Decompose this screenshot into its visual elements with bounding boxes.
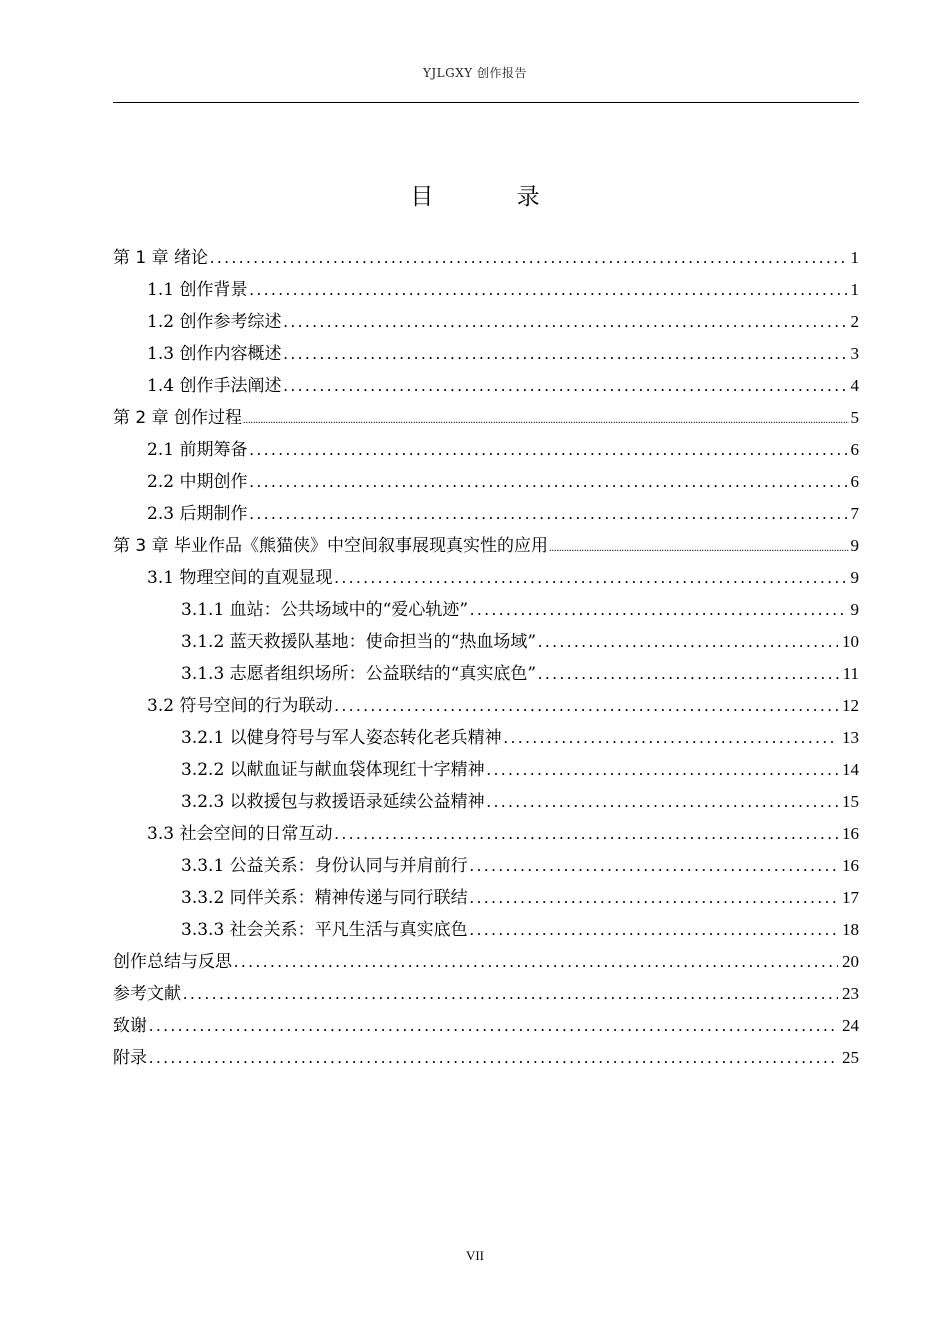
dot-leader [249, 466, 846, 498]
toc-entry-label: 第 2 章 创作过程 [113, 408, 243, 428]
toc-page-number: 1 [850, 248, 859, 267]
toc-entry-1-1[interactable] [113, 274, 859, 306]
dot-leader [183, 978, 838, 1010]
toc-entry-1-4[interactable] [113, 370, 859, 402]
dot-leader [470, 914, 838, 946]
toc-entry-3-1-1[interactable] [113, 594, 859, 626]
toc-entry-summary[interactable] [113, 946, 859, 978]
toc-entry-label: 1.2 创作参考综述 [147, 312, 282, 332]
toc-entry-label: 致谢 [113, 1016, 147, 1036]
toc-entry-label: 3.3.2 同伴关系：精神传递与同行联结 [181, 888, 468, 908]
toc-page-number: 7 [850, 504, 859, 523]
toc-entry-label: 1.3 创作内容概述 [147, 344, 282, 364]
dot-leader [149, 1010, 838, 1042]
dot-leader [149, 1042, 838, 1074]
toc-page-number: 15 [842, 792, 859, 811]
page-header: YJLGXY 创作报告 [422, 66, 528, 80]
toc-entry-3-2[interactable] [113, 690, 859, 722]
toc-entry-label: 3.2.3 以救援包与救援语录延续公益精神 [181, 792, 485, 812]
toc-entry-1-3[interactable] [113, 338, 859, 370]
dot-leader [243, 405, 848, 437]
toc-entry-label: 3.1.1 血站：公共场域中的“爱心轨迹” [181, 600, 469, 620]
toc-page-number: 3 [850, 344, 859, 363]
dot-leader [283, 306, 846, 338]
dot-leader [334, 562, 846, 594]
dot-leader [487, 786, 838, 818]
dot-leader [334, 818, 838, 850]
toc-page-number: 24 [842, 1016, 859, 1035]
toc-entry-label: 3.3.1 公益关系：身份认同与并肩前行 [181, 856, 468, 876]
toc-entry-2-1[interactable] [113, 434, 859, 466]
toc-page-number: 18 [842, 920, 859, 939]
toc-title: 目 录 [410, 184, 578, 210]
toc-entry-3-3-1[interactable] [113, 850, 859, 882]
dot-leader [249, 498, 846, 530]
toc-page-number: 6 [850, 440, 859, 459]
toc-page-number: 9 [850, 536, 859, 555]
header-rule [113, 102, 859, 103]
toc-entry-label: 附录 [113, 1048, 147, 1068]
table-of-contents [113, 242, 859, 1074]
dot-leader [249, 274, 846, 306]
dot-leader [234, 946, 838, 978]
dot-leader [538, 626, 838, 658]
toc-entry-label: 2.1 前期筹备 [147, 440, 248, 460]
dot-leader [249, 434, 846, 466]
toc-entry-ch1[interactable] [113, 242, 859, 274]
toc-page-number: 6 [850, 472, 859, 491]
toc-entry-references[interactable] [113, 978, 859, 1010]
toc-entry-3-3-3[interactable] [113, 914, 859, 946]
dot-leader [283, 370, 846, 402]
toc-page-number: 17 [842, 888, 859, 907]
toc-entry-label: 3.2.2 以献血证与献血袋体现红十字精神 [181, 760, 485, 780]
toc-entry-appendix[interactable] [113, 1042, 859, 1074]
toc-entry-3-2-3[interactable] [113, 786, 859, 818]
toc-page-number: 1 [850, 280, 859, 299]
toc-entry-label: 3.1 物理空间的直观显现 [147, 568, 333, 588]
dot-leader [283, 338, 846, 370]
toc-page-number: 14 [842, 760, 859, 779]
dot-leader [334, 690, 838, 722]
toc-entry-label: 第 1 章 绪论 [113, 248, 209, 268]
toc-entry-label: 3.3.3 社会关系：平凡生活与真实底色 [181, 920, 468, 940]
toc-entry-3-3[interactable] [113, 818, 859, 850]
toc-entry-3-2-1[interactable] [113, 722, 859, 754]
toc-entry-3-3-2[interactable] [113, 882, 859, 914]
toc-page-number: 23 [842, 984, 859, 1003]
toc-entry-label: 3.1.2 蓝天救援队基地：使命担当的“热血场域” [181, 632, 537, 652]
toc-page-number: 13 [842, 728, 859, 747]
toc-page-number: 11 [842, 664, 859, 683]
toc-page-number: 2 [850, 312, 859, 331]
toc-page-number: 12 [842, 696, 859, 715]
toc-page-number: 16 [842, 824, 859, 843]
toc-page-number: 16 [842, 856, 859, 875]
dot-leader [504, 722, 838, 754]
toc-entry-acknowledgements[interactable] [113, 1010, 859, 1042]
toc-page-number: 20 [842, 952, 859, 971]
toc-page-number: 25 [842, 1048, 859, 1067]
toc-entry-ch3[interactable] [113, 530, 859, 562]
toc-entry-ch2[interactable] [113, 402, 859, 434]
dot-leader [470, 850, 838, 882]
toc-entry-2-2[interactable] [113, 466, 859, 498]
toc-page-number: 4 [850, 376, 859, 395]
toc-entry-label: 1.1 创作背景 [147, 280, 248, 300]
toc-page-number: 9 [850, 600, 859, 619]
toc-page-number: 10 [842, 632, 859, 651]
toc-entry-label: 3.1.3 志愿者组织场所：公益联结的“真实底色” [181, 664, 537, 684]
dot-leader [487, 754, 838, 786]
dot-leader [549, 533, 848, 565]
toc-page-number: 5 [850, 408, 859, 427]
toc-entry-3-1-3[interactable] [113, 658, 859, 690]
toc-entry-label: 2.2 中期创作 [147, 472, 248, 492]
toc-entry-3-2-2[interactable] [113, 754, 859, 786]
toc-entry-3-1[interactable] [113, 562, 859, 594]
toc-entry-label: 第 3 章 毕业作品《熊猫侠》中空间叙事展现真实性的应用 [113, 536, 549, 556]
toc-entry-3-1-2[interactable] [113, 626, 859, 658]
toc-entry-1-2[interactable] [113, 306, 859, 338]
toc-entry-label: 参考文献 [113, 984, 181, 1004]
toc-entry-2-3[interactable] [113, 498, 859, 530]
dot-leader [470, 594, 846, 626]
dot-leader [470, 882, 838, 914]
toc-entry-label: 1.4 创作手法阐述 [147, 376, 282, 396]
toc-page-number: 9 [850, 568, 859, 587]
dot-leader [210, 242, 846, 274]
toc-entry-label: 3.2.1 以健身符号与军人姿态转化老兵精神 [181, 728, 502, 748]
toc-entry-label: 3.3 社会空间的日常互动 [147, 824, 333, 844]
dot-leader [538, 658, 839, 690]
toc-entry-label: 3.2 符号空间的行为联动 [147, 696, 333, 716]
toc-entry-label: 2.3 后期制作 [147, 504, 248, 524]
page-number-footer: VII [465, 1248, 485, 1263]
toc-entry-label: 创作总结与反思 [113, 952, 232, 972]
